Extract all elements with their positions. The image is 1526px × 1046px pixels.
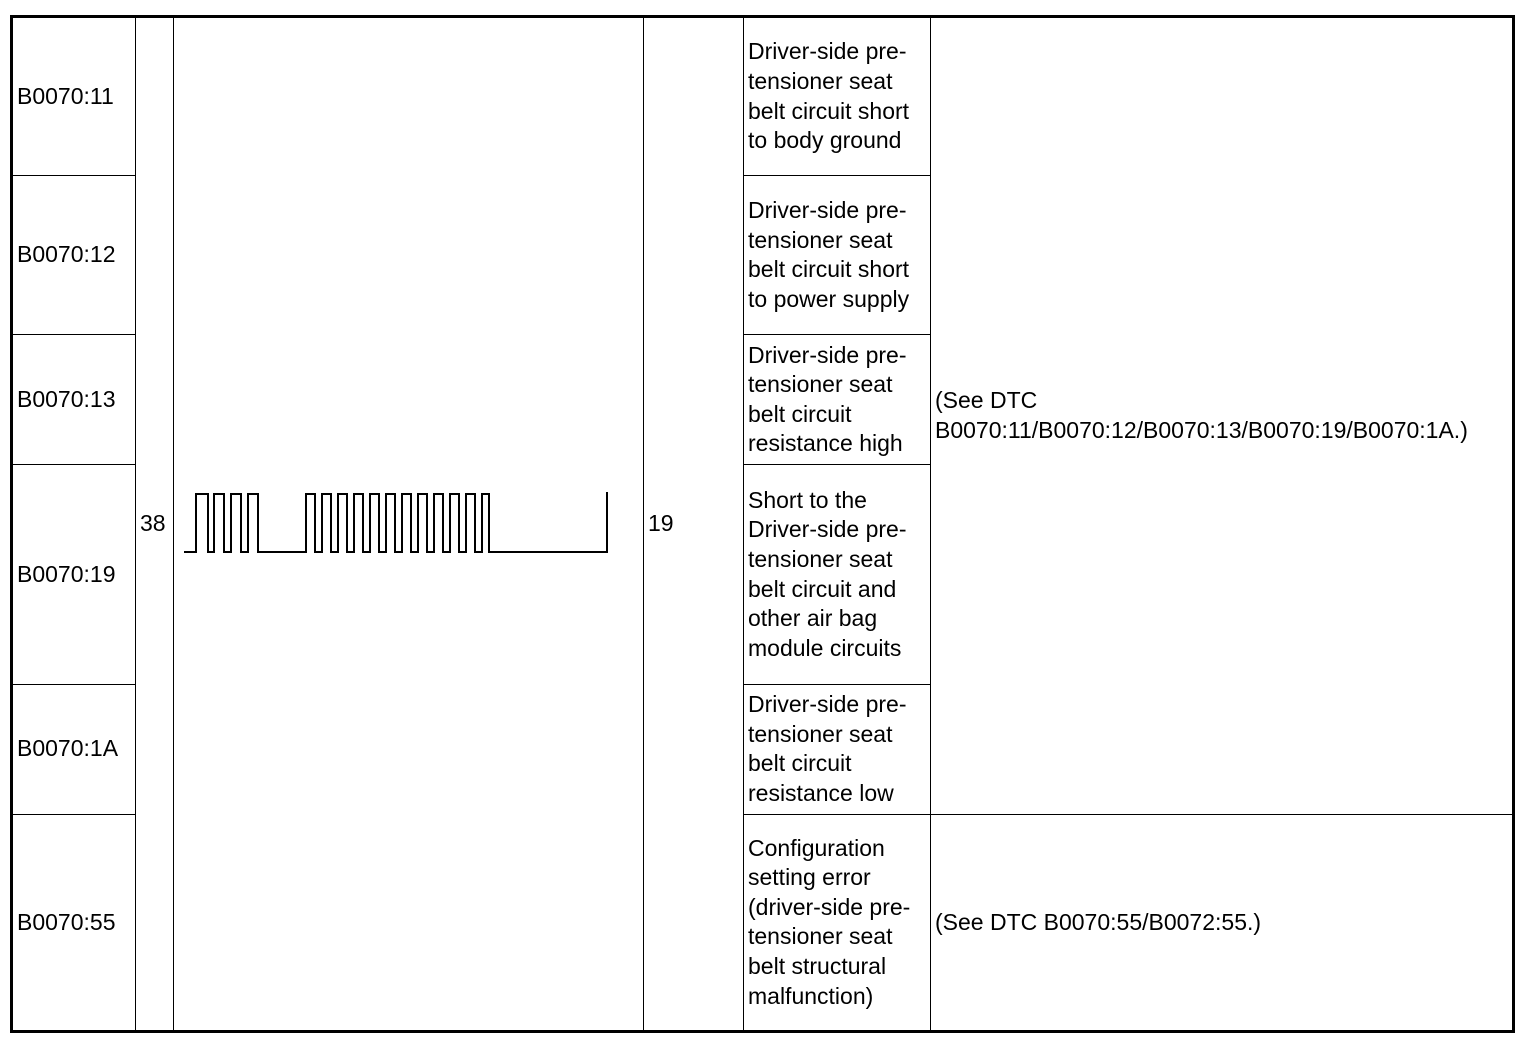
action-text-line: (See DTC <box>935 387 1038 414</box>
dtc-code: B0070:11 <box>12 17 136 176</box>
action-text-line: (See DTC B0070:55/B0072:55.) <box>935 908 1262 935</box>
dtc-code: B0070:1A <box>12 684 136 814</box>
action-cell <box>931 17 1514 815</box>
table-row <box>12 17 1514 176</box>
dtc-description: Configuration setting error (driver-side pre-tensioner seat belt structural malfunction) <box>744 814 931 1031</box>
action-cell <box>931 814 1514 1031</box>
dtc-description: Short to the Driver-side pre-tensioner seat belt circuit and other air bag module circuits <box>744 465 931 684</box>
dtc-table <box>10 15 1515 1033</box>
dtc-code: B0070:55 <box>12 814 136 1031</box>
waveform-icon <box>178 484 644 564</box>
dtc-description: Driver-side pre-tensioner seat belt circuit resistance low <box>744 684 931 814</box>
dtc-code: B0070:19 <box>12 465 136 684</box>
dtc-description: Driver-side pre-tensioner seat belt circuit resistance high <box>744 335 931 465</box>
dtc-description: Driver-side pre-tensioner seat belt circuit short to body ground <box>744 17 931 176</box>
pin-number-right: 19 <box>644 17 744 1032</box>
action-text-line: B0070:11/B0070:12/B0070:13/B0070:19/B0070:1A.) <box>935 416 1468 443</box>
dtc-description: Driver-side pre-tensioner seat belt circuit short to power supply <box>744 176 931 335</box>
dtc-code: B0070:13 <box>12 335 136 465</box>
pin-number-left: 38 <box>136 17 174 1032</box>
dtc-code: B0070:12 <box>12 176 136 335</box>
signal-waveform-cell <box>174 17 644 1032</box>
